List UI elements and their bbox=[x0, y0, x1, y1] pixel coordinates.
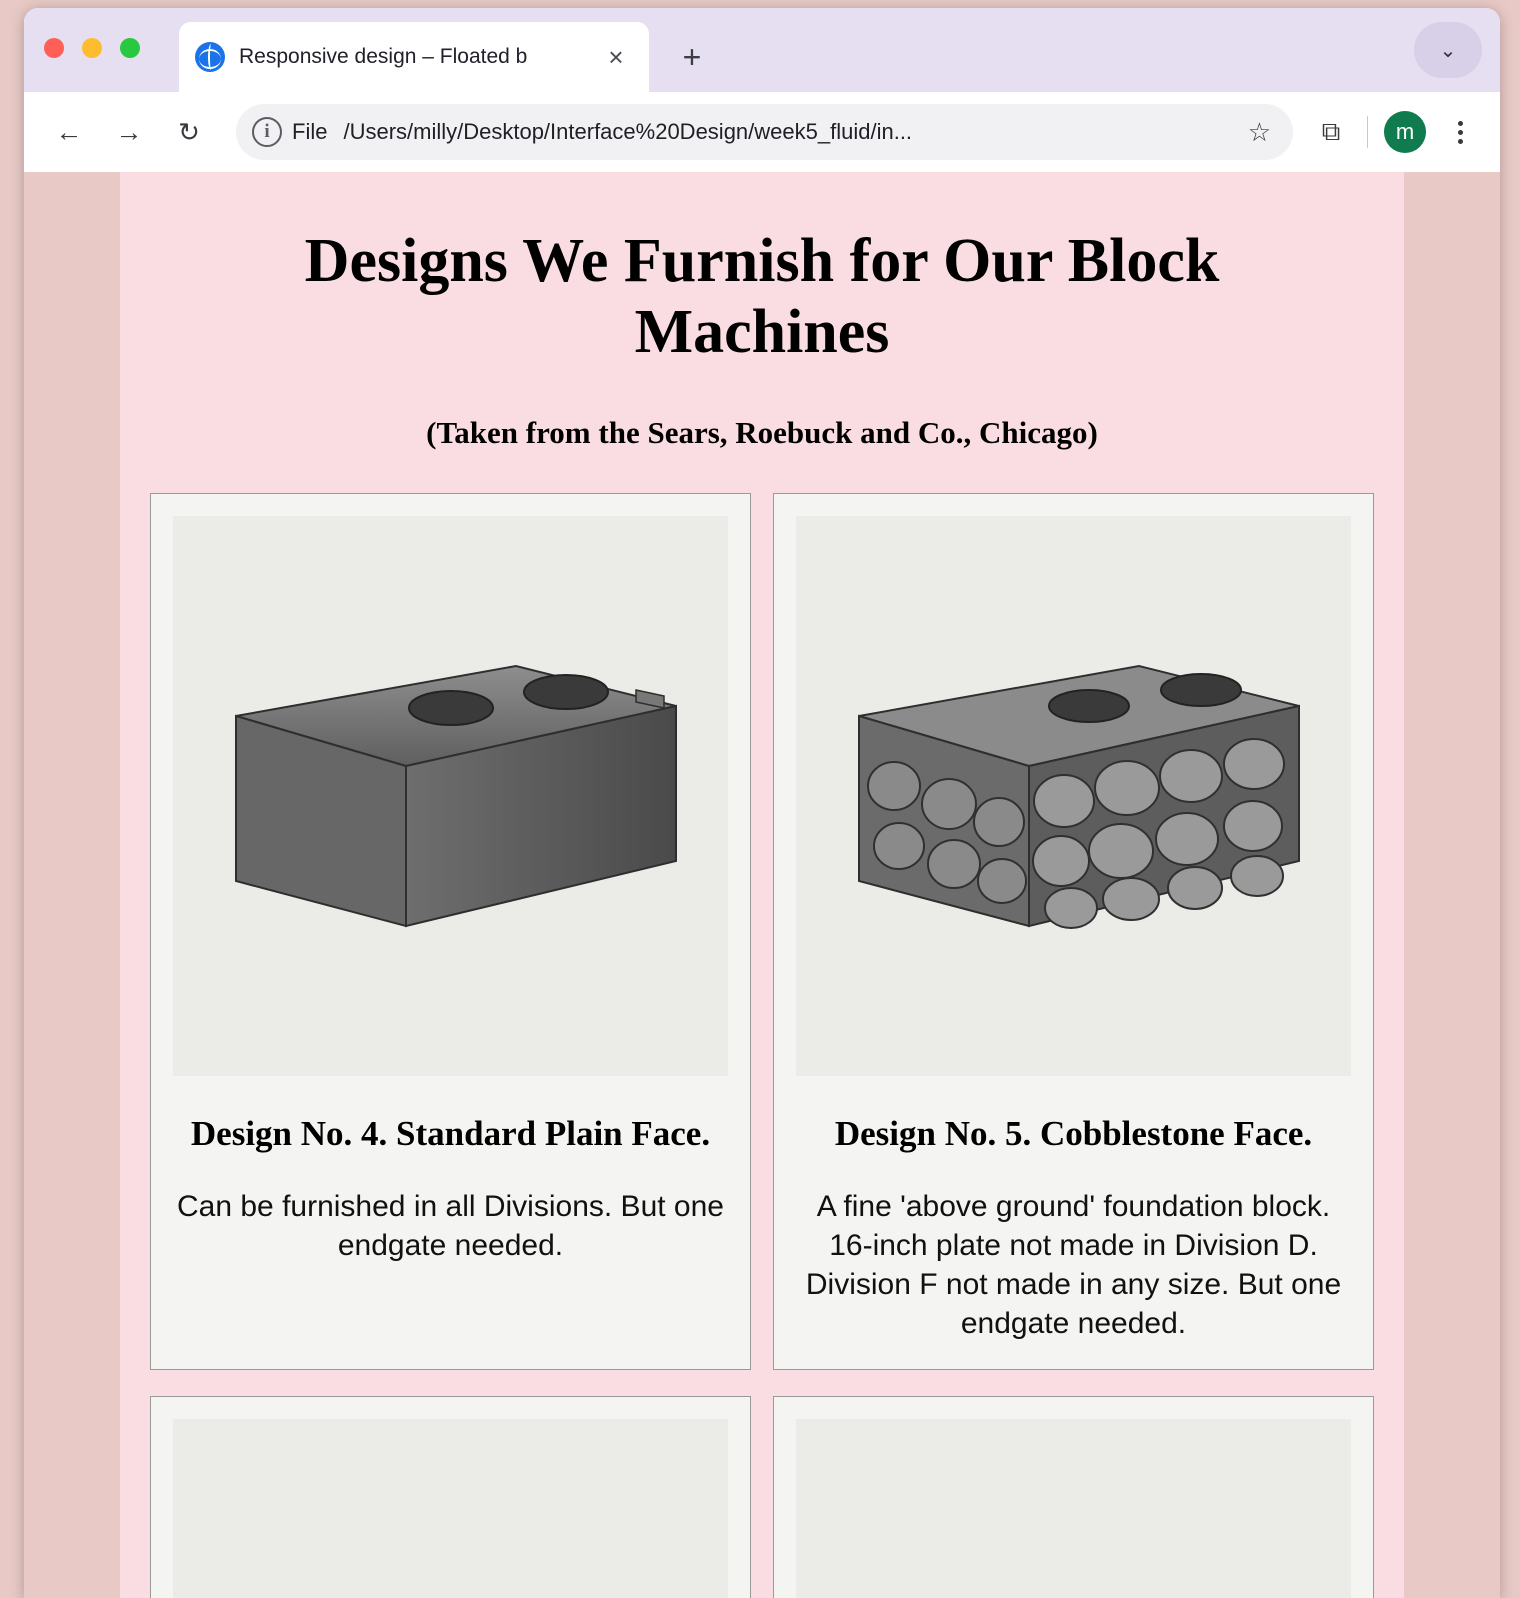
card-row-2 bbox=[150, 1396, 1374, 1598]
cobblestone-face-block-image bbox=[796, 516, 1351, 1076]
design-card bbox=[150, 1396, 751, 1598]
card-row-1 bbox=[150, 493, 1374, 1371]
forward-button[interactable]: → bbox=[115, 116, 143, 147]
tab-strip bbox=[24, 8, 1500, 92]
maximize-window-button[interactable] bbox=[120, 38, 140, 58]
globe-favicon bbox=[195, 42, 225, 72]
tab-title: Responsive design – Floated b bbox=[239, 45, 528, 68]
card-text: A fine 'above ground' foundation block. 16-inch plate not made in Division D. Division F not made in any size. But one endgate needed. bbox=[805, 1190, 1342, 1341]
reload-button[interactable]: ↻ bbox=[178, 116, 200, 147]
page-viewport bbox=[24, 172, 1500, 1598]
card-text: Can be furnished in all Divisions. But one endgate needed. bbox=[177, 1190, 724, 1263]
new-tab-button[interactable]: + bbox=[682, 38, 702, 75]
close-icon[interactable]: × bbox=[608, 42, 624, 72]
toolbar-divider bbox=[1367, 116, 1368, 148]
plain-face-block-image bbox=[173, 516, 728, 1076]
chevron-down-icon[interactable]: ⌄ bbox=[1414, 22, 1482, 78]
url-scheme-label: File bbox=[292, 119, 328, 144]
block-image-row2-right bbox=[796, 1419, 1351, 1598]
browser-window bbox=[24, 8, 1500, 1598]
bookmark-star-icon[interactable]: ☆ bbox=[1247, 116, 1271, 147]
minimize-window-button[interactable] bbox=[82, 38, 102, 58]
address-bar[interactable] bbox=[236, 104, 1293, 160]
page-content bbox=[120, 172, 1404, 1598]
menu-kebab-icon[interactable] bbox=[1438, 110, 1482, 154]
extensions-icon[interactable]: ⧉ bbox=[1321, 116, 1341, 146]
close-window-button[interactable] bbox=[44, 38, 64, 58]
page-title: Designs We Furnish for Our Block Machines bbox=[304, 227, 1220, 367]
page-subtitle: (Taken from the Sears, Roebuck and Co., Chicago) bbox=[426, 414, 1098, 450]
card-title: Design No. 4. Standard Plain Face. bbox=[190, 1113, 711, 1153]
design-card bbox=[150, 493, 751, 1371]
design-card bbox=[773, 1396, 1374, 1598]
browser-tab[interactable] bbox=[179, 22, 649, 92]
card-title: Design No. 5. Cobblestone Face. bbox=[834, 1113, 1313, 1153]
url-text[interactable]: /Users/milly/Desktop/Interface%20Design/week5_fluid/in... bbox=[343, 119, 913, 144]
browser-toolbar bbox=[24, 92, 1500, 172]
block-image-row2-left bbox=[173, 1419, 728, 1598]
back-button[interactable]: ← bbox=[55, 116, 83, 147]
info-icon[interactable]: i bbox=[252, 117, 282, 147]
window-controls[interactable] bbox=[44, 38, 140, 58]
design-card bbox=[773, 493, 1374, 1371]
avatar[interactable]: m bbox=[1384, 111, 1426, 153]
